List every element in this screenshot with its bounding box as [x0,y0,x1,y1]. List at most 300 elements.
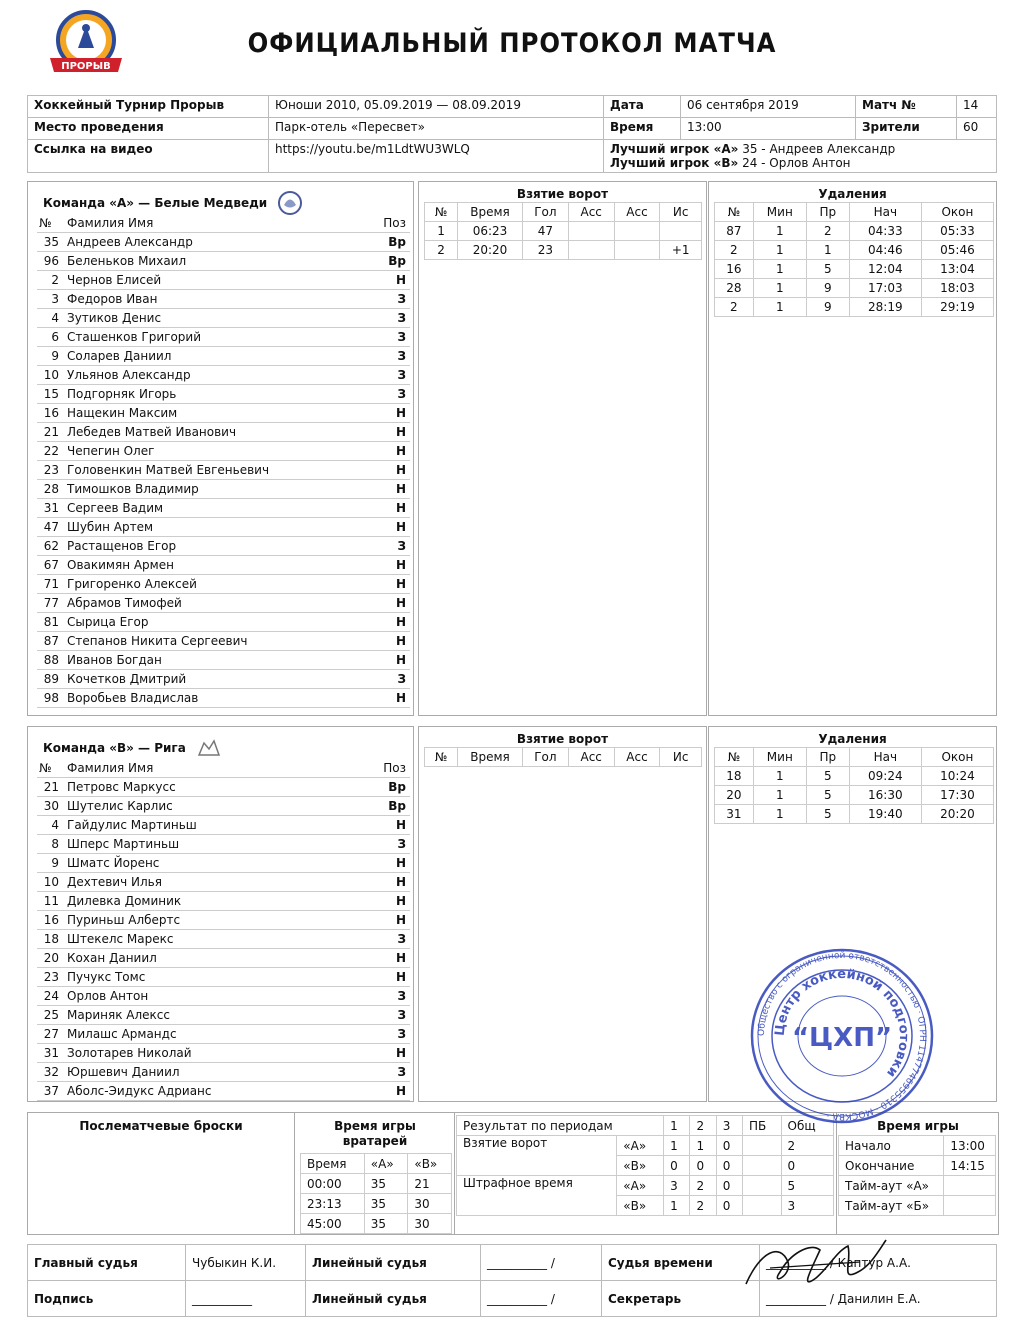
table-row [301,1174,452,1194]
game-time-value: 14:15 [944,1156,996,1176]
column-header: Окон [921,203,993,222]
match-summary [27,1112,999,1235]
player-name: Штекелс Марекс [65,930,354,949]
player-row [37,1063,410,1082]
table-header-row [425,748,702,767]
player-name: Андреев Александр [65,233,368,252]
game-time-value: 13:00 [944,1136,996,1156]
player-row [37,499,410,518]
table-cell [743,1196,782,1216]
team-a-roster-table [37,214,410,708]
column-header: Время [458,203,523,222]
player-name: Головенкин Матвей Евгеньевич [65,461,368,480]
timekeeper-label: Судья времени [602,1245,760,1281]
player-row [37,575,410,594]
column-header: 1 [664,1116,690,1136]
column-header: Нач [849,748,921,767]
player-number: 98 [37,689,65,708]
player-number: 24 [37,987,65,1006]
goals-row-label: Взятие ворот [457,1136,617,1176]
table-cell: 05:46 [921,241,993,260]
player-position: Н [368,518,410,537]
table-cell: 0 [664,1156,690,1176]
player-position: З [354,987,410,1006]
player-position: Н [368,404,410,423]
table-cell [614,222,660,241]
penalties-title: Удаления [818,187,887,201]
column-header: Пр [806,748,849,767]
table-cell: 45:00 [301,1214,365,1234]
time-value: 13:00 [681,118,856,140]
player-name: Нащекин Максим [65,404,368,423]
table-cell: 1 [753,805,806,824]
table-cell: 5 [806,767,849,786]
tournament-value: Юноши 2010, 05.09.2019 — 08.09.2019 [269,96,604,118]
player-number: 47 [37,518,65,537]
player-position: Н [354,892,410,911]
team-b-goals [418,726,707,1102]
table-cell: 0 [716,1176,742,1196]
best-players [604,140,997,173]
table-cell: 09:24 [849,767,921,786]
player-row [37,670,410,689]
table-cell: 2 [781,1136,833,1156]
date-label: Дата [604,96,681,118]
player-position: З [354,1025,410,1044]
player-position: Н [354,1044,410,1063]
team-a-penalties [708,181,997,716]
table-cell: 30 [408,1214,452,1234]
player-row [37,347,410,366]
player-number: 28 [37,480,65,499]
player-row [37,613,410,632]
player-position: З [354,1063,410,1082]
table-cell: 2 [715,298,754,317]
player-name: Зутиков Денис [65,309,368,328]
table-cell: 30 [408,1194,452,1214]
player-name: Дилевка Доминик [65,892,354,911]
venue-value: Парк-отель «Пересвет» [269,118,604,140]
player-row [37,366,410,385]
column-header: № [715,748,754,767]
player-number: 35 [37,233,65,252]
player-name: Растащенов Егор [65,537,368,556]
player-position: Н [368,613,410,632]
player-position: З [368,670,410,689]
player-position: Н [368,499,410,518]
venue-label: Место проведения [28,118,269,140]
player-position: З [354,835,410,854]
player-row [37,689,410,708]
table-cell: 16 [715,260,754,279]
table-cell: 0 [716,1156,742,1176]
player-number: 81 [37,613,65,632]
column-header: ПБ [743,1116,782,1136]
player-name: Сырица Егор [65,613,368,632]
player-number: 96 [37,252,65,271]
table-cell: 05:33 [921,222,993,241]
secretary-value: __________ / Данилин Е.А. [760,1281,997,1317]
player-row [37,651,410,670]
column-header: Гол [523,203,569,222]
player-position: Н [354,854,410,873]
player-position: З [354,930,410,949]
table-cell: 10:24 [921,767,993,786]
best-b-value: 24 - Орлов Антон [742,156,851,170]
player-name: Шутелис Карлис [65,797,354,816]
best-b-label: Лучший игрок «В» [610,156,739,170]
table-row [839,1196,996,1216]
player-name: Сташенков Григорий [65,328,368,347]
table-cell: 20 [715,786,754,805]
table-cell: 00:00 [301,1174,365,1194]
player-row [37,835,410,854]
player-name: Золотарев Николай [65,1044,354,1063]
polar-bear-emblem-icon [277,188,303,218]
col-num: № [37,214,65,233]
table-cell: 5 [806,260,849,279]
table-cell: «А» [617,1136,664,1156]
player-row [37,1082,410,1101]
table-header-row [715,203,994,222]
player-name: Шубин Артем [65,518,368,537]
player-number: 9 [37,854,65,873]
match-label: Матч № [856,96,957,118]
player-number: 89 [37,670,65,689]
table-cell: 5 [781,1176,833,1196]
period-results-title: Результат по периодам [457,1116,664,1136]
column-header: 2 [690,1116,716,1136]
table-cell: 1 [753,786,806,805]
player-position: З [368,290,410,309]
riga-team-emblem-icon [196,737,222,759]
table-cell [660,222,702,241]
main-ref-value: Чубыкин К.И. [186,1245,306,1281]
table-cell: 20:20 [458,241,523,260]
table-cell: 18 [715,767,754,786]
table-cell: 28:19 [849,298,921,317]
col-pos: Поз [368,214,410,233]
table-cell: 1 [664,1196,690,1216]
player-position: Н [368,461,410,480]
player-name: Воробьев Владислав [65,689,368,708]
player-number: 22 [37,442,65,461]
player-name: Лебедев Матвей Иванович [65,423,368,442]
team-a-goals [418,181,707,716]
table-cell: +1 [660,241,702,260]
player-name: Чернов Елисей [65,271,368,290]
player-name: Орлов Антон [65,987,354,1006]
player-position: Вр [354,797,410,816]
column-header: № [425,748,458,767]
player-number: 6 [37,328,65,347]
goals-title: Взятие ворот [516,732,609,746]
player-position: Вр [368,252,410,271]
table-row [715,279,994,298]
player-name: Милашс Армандс [65,1025,354,1044]
player-position: Н [368,480,410,499]
table-cell: 0 [690,1156,716,1176]
table-cell: 28 [715,279,754,298]
player-number: 87 [37,632,65,651]
line-ref2-label: Линейный судья [306,1281,481,1317]
table-cell: 19:40 [849,805,921,824]
player-position: З [368,537,410,556]
column-header: № [425,203,458,222]
table-row [301,1194,452,1214]
player-number: 15 [37,385,65,404]
team-b-roster-table [37,759,410,1101]
player-name: Гайдулис Мартиньш [65,816,354,835]
team-b-title: Команда «В» — Рига [43,741,186,755]
table-row [715,805,994,824]
player-position: Н [368,442,410,461]
player-row [37,873,410,892]
player-name: Чепегин Олег [65,442,368,461]
player-name: Шматс Йоренс [65,854,354,873]
player-name: Кочетков Дмитрий [65,670,368,689]
player-row [37,1006,410,1025]
organization-stamp [748,946,936,1126]
player-row [37,911,410,930]
player-number: 88 [37,651,65,670]
player-position: Вр [368,233,410,252]
player-number: 23 [37,968,65,987]
table-cell: 17:30 [921,786,993,805]
player-name: Подгорняк Игорь [65,385,368,404]
period-results-table [456,1115,834,1216]
table-row [425,241,702,260]
player-name: Григоренко Алексей [65,575,368,594]
column-header: Время [301,1154,365,1174]
column-header: Мин [753,203,806,222]
player-position: Н [354,911,410,930]
player-number: 4 [37,309,65,328]
player-row [37,778,410,797]
spectators-value: 60 [957,118,997,140]
table-cell: 13:04 [921,260,993,279]
table-row [839,1156,996,1176]
table-cell: «В» [617,1156,664,1176]
player-name: Степанов Никита Сергеевич [65,632,368,651]
player-number: 18 [37,930,65,949]
player-row [37,442,410,461]
player-name: Пучукс Томс [65,968,354,987]
table-cell: 2 [425,241,458,260]
table-cell: 1 [753,279,806,298]
game-time-label: Начало [839,1136,944,1156]
player-row [37,423,410,442]
table-cell: 1 [690,1136,716,1156]
player-row [37,271,410,290]
player-row [37,797,410,816]
player-name: Мариняк Алексс [65,1006,354,1025]
table-row [715,786,994,805]
player-row [37,854,410,873]
column-header: Асс [568,203,614,222]
player-name: Тимошков Владимир [65,480,368,499]
player-row [37,987,410,1006]
table-cell: 9 [806,298,849,317]
col-name: Фамилия Имя [65,759,354,778]
table-cell: 35 [364,1214,408,1234]
table-row [457,1176,834,1196]
table-cell: 1 [806,241,849,260]
tournament-label: Хоккейный Турнир Прорыв [28,96,269,118]
table-cell: 17:03 [849,279,921,298]
table-cell: 1 [753,260,806,279]
table-cell: 0 [716,1196,742,1216]
team-b-goals-table [424,747,702,767]
penalties-title: Удаления [818,732,887,746]
column-header: Асс [568,748,614,767]
stamp-center-text: “ЦХП” [791,1023,893,1053]
table-cell: 1 [753,241,806,260]
column-header: Мин [753,748,806,767]
table-row [839,1176,996,1196]
player-number: 21 [37,423,65,442]
table-cell: 9 [806,279,849,298]
player-row [37,1044,410,1063]
player-number: 23 [37,461,65,480]
player-position: З [368,366,410,385]
player-row [37,537,410,556]
player-name: Федоров Иван [65,290,368,309]
table-row [301,1214,452,1234]
player-row [37,816,410,835]
player-position: З [368,328,410,347]
column-header: «А» [364,1154,408,1174]
column-header: Ис [660,748,702,767]
team-b-penalties-table [714,747,994,824]
player-row [37,252,410,271]
player-row [37,290,410,309]
table-cell: 21 [408,1174,452,1194]
game-time-table [838,1135,996,1216]
player-name: Кохан Даниил [65,949,354,968]
player-number: 77 [37,594,65,613]
video-link[interactable]: https://youtu.be/m1LdtWU3WLQ [269,140,604,173]
table-cell: 20:20 [921,805,993,824]
sign-label: Подпись [28,1281,186,1317]
table-header-row [715,748,994,767]
player-position: Н [368,423,410,442]
player-position: З [368,347,410,366]
player-position: Вр [354,778,410,797]
player-row [37,594,410,613]
player-row [37,632,410,651]
game-time-value [944,1196,996,1216]
match-info-table [27,95,997,173]
table-cell: 31 [715,805,754,824]
player-name: Дехтевич Илья [65,873,354,892]
table-cell: 47 [523,222,569,241]
player-number: 8 [37,835,65,854]
secretary-label: Секретарь [602,1281,760,1317]
video-label: Ссылка на видео [28,140,269,173]
table-cell: 18:03 [921,279,993,298]
table-cell [743,1176,782,1196]
table-cell: 35 [364,1174,408,1194]
table-cell [743,1136,782,1156]
player-position: Н [368,575,410,594]
column-header: Время [458,748,523,767]
table-cell: 5 [806,786,849,805]
player-row [37,404,410,423]
column-header: 3 [716,1116,742,1136]
game-time-label: Тайм-аут «Б» [839,1196,944,1216]
table-cell: 29:19 [921,298,993,317]
table-row [715,298,994,317]
team-a-penalties-table [714,202,994,317]
team-b-roster [27,726,414,1102]
player-position: З [368,385,410,404]
player-row [37,233,410,252]
player-row [37,328,410,347]
table-row [715,222,994,241]
player-position: Н [354,949,410,968]
player-position: Н [354,873,410,892]
player-name: Сергеев Вадим [65,499,368,518]
table-cell: 1 [425,222,458,241]
column-header: Асс [614,203,660,222]
game-time-label: Тайм-аут «А» [839,1176,944,1196]
column-header: Общ [781,1116,833,1136]
table-row [715,260,994,279]
date-value: 06 сентября 2019 [681,96,856,118]
player-number: 31 [37,499,65,518]
table-cell: 2 [806,222,849,241]
game-time-label: Окончание [839,1156,944,1176]
table-cell: 2 [715,241,754,260]
player-row [37,968,410,987]
player-number: 4 [37,816,65,835]
player-number: 16 [37,404,65,423]
team-a-roster [27,181,414,716]
line-ref-value: __________ / [481,1245,602,1281]
player-name: Иванов Богдан [65,651,368,670]
player-number: 10 [37,873,65,892]
team-a-goals-table [424,202,702,260]
player-position: Н [368,651,410,670]
timekeeper-value: __________ / Каптур А.А. [760,1245,997,1281]
table-cell: 0 [781,1156,833,1176]
player-position: Н [368,271,410,290]
player-number: 9 [37,347,65,366]
best-a-label: Лучший игрок «А» [610,142,739,156]
player-number: 27 [37,1025,65,1044]
player-row [37,385,410,404]
goals-title: Взятие ворот [516,187,609,201]
penalty-row-label: Штрафное время [457,1176,617,1216]
player-number: 16 [37,911,65,930]
table-cell: 35 [364,1194,408,1214]
column-header: Окон [921,748,993,767]
game-time-value [944,1176,996,1196]
player-name: Беленьков Михаил [65,252,368,271]
goalie-time-table [300,1153,452,1234]
table-row [715,767,994,786]
table-row [425,222,702,241]
main-ref-label: Главный судья [28,1245,186,1281]
table-cell: 1 [664,1136,690,1156]
player-name: Абрамов Тимофей [65,594,368,613]
player-row [37,949,410,968]
player-name: Аболс-Эидукс Адрианс [65,1082,354,1101]
player-number: 25 [37,1006,65,1025]
table-cell: 23:13 [301,1194,365,1214]
table-cell: 2 [690,1196,716,1216]
